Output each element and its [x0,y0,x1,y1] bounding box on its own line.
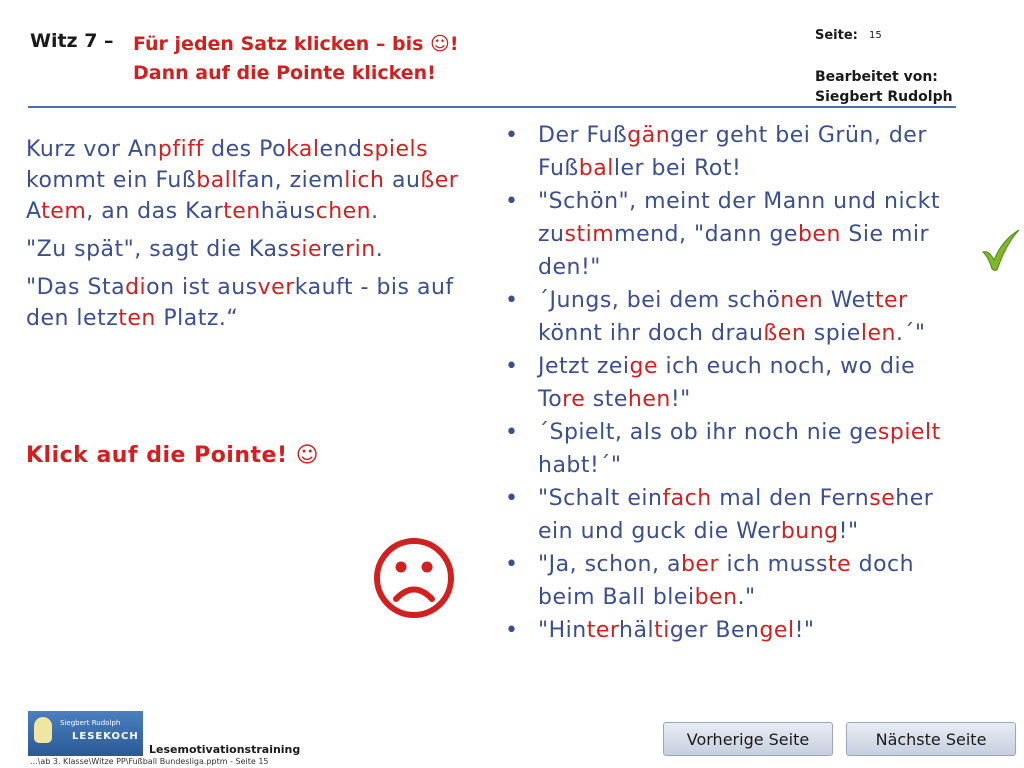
text-segment: ´Jungs, bei dem schö [538,288,781,313]
text-segment: spie [806,321,861,346]
punchline-option[interactable] [505,284,965,350]
highlighted-syllable: len [860,321,896,346]
text-segment: kommt ein Fuß [26,168,197,193]
punchline-option[interactable] [505,119,965,185]
text-segment: A [26,199,42,224]
text-segment: ger Ben [669,618,760,643]
highlighted-syllable: se [869,486,896,511]
instruction-text [133,30,459,88]
previous-page-button[interactable]: Vorherige Seite [663,722,833,756]
text-segment: , an das Kar [86,199,224,224]
text-segment: ich muss [719,552,828,577]
text-segment: Platz.“ [155,306,239,331]
highlighted-syllable: ßer [420,168,459,193]
highlighted-syllable: fach [662,486,712,511]
editor-label: Bearbeitet von: [815,69,938,85]
text-segment: Wet [823,288,875,313]
highlighted-syllable: tem [41,199,87,224]
slide-title: Witz 7 – [30,30,114,52]
footer-file-path: ...\ab 3. Klasse\Witze PP\Fußball Bundesliga.pptm - Seite 15 [30,757,269,766]
instruction-line-2: Dann auf die Pointe klicken! [133,62,436,84]
highlighted-syllable: ten [118,306,156,331]
highlighted-syllable: spielt [877,420,941,445]
text-segment: her ein und guck die Wer [538,486,934,544]
next-page-button[interactable]: Nächste Seite [846,722,1016,756]
text-segment: ´Spielt, als ob ihr noch nie ge [538,420,878,445]
text-segment: . [375,237,384,262]
text-segment: "Hin [538,618,587,643]
text-segment: könnt ihr doch drau [538,321,764,346]
highlighted-syllable: ter [874,288,908,313]
highlighted-syllable: ber [680,552,719,577]
highlighted-syllable: te [827,552,852,577]
punchline-option[interactable] [505,416,965,482]
text-segment: . [371,199,379,224]
text-segment: häl [619,618,655,643]
logo-brand: LESEKOCH [72,731,139,742]
check-mark-icon [980,228,1022,272]
joke-story [26,134,496,341]
highlighted-syllable: ti [654,618,670,643]
story-paragraph[interactable] [26,272,496,334]
punchline-prompt-link[interactable]: Klick auf die Pointe! ☺ [26,443,320,468]
highlighted-syllable: di [125,275,147,300]
text-segment: on ist aus [146,275,258,300]
highlighted-syllable: chen [315,199,372,224]
text-segment: ste [585,387,628,412]
text-segment: mal den Fern [711,486,870,511]
header-divider [28,106,956,108]
text-segment: !" [838,519,859,544]
punchline-option[interactable] [505,548,965,614]
punchline-option[interactable] [505,350,965,416]
highlighted-syllable: lich [344,168,385,193]
text-segment: ler bei Rot! [613,156,742,181]
page-number: 15 [869,30,882,41]
highlighted-syllable: gel [759,618,795,643]
highlighted-syllable: hen [627,387,671,412]
text-segment: Jetzt zei [538,354,630,379]
instruction-line-1: Für jeden Satz klicken – bis ☺! [133,33,459,55]
logo-author: Siegbert Rudolph [60,719,121,727]
highlighted-syllable: ben [694,585,738,610]
highlighted-syllable: bung [780,519,839,544]
highlighted-syllable: ten [223,199,261,224]
punchline-option[interactable] [505,482,965,548]
highlighted-syllable: ben [797,222,841,247]
highlighted-syllable: re [562,387,586,412]
text-segment: Kurz vor An [26,137,158,162]
story-paragraph[interactable] [26,134,496,227]
footer-brand: Lesemotivationstraining [149,743,301,756]
highlighted-syllable: ge [629,354,659,379]
text-segment: des Po [203,137,287,162]
highlighted-syllable: ßen [763,321,807,346]
highlighted-syllable: rin [345,237,376,262]
highlighted-syllable: ball [196,168,238,193]
light-bulb-icon [34,717,52,743]
text-segment: "Ja, schon, a [538,552,681,577]
text-segment: Sie mir den!" [538,222,930,280]
text-segment: "Schön", meint der Mann und nickt zu [538,189,941,247]
text-segment: !" [794,618,815,643]
editor-info [815,67,953,107]
text-segment: end [319,137,363,162]
highlighted-syllable: spiels [362,137,429,162]
text-segment: au [384,168,421,193]
text-segment: ger geht bei Grün, der Fuß [538,123,927,181]
text-segment: habt!´" [538,453,622,478]
text-segment: mend, "dann ge [614,222,798,247]
text-segment: re [322,237,346,262]
text-segment: "Schalt ein [538,486,663,511]
text-segment: .´" [895,321,926,346]
highlighted-syllable: ter [586,618,620,643]
page-label: Seite: [815,28,858,43]
text-segment: kauft - bis auf den letz [26,275,454,331]
highlighted-syllable: stim [564,222,615,247]
highlighted-syllable: nen [780,288,824,313]
highlighted-syllable: bal [578,156,614,181]
editor-name: Siegbert Rudolph [815,89,953,105]
punchline-option[interactable] [505,614,965,647]
text-segment: "Das Sta [26,275,126,300]
text-segment: häus [260,199,316,224]
text-segment: "Zu spät", sagt die Kas [26,237,290,262]
text-segment: ." [737,585,756,610]
text-segment: ich euch noch, wo die To [538,354,916,412]
highlighted-syllable: kal [286,137,320,162]
text-segment: !" [670,387,691,412]
lesekoch-logo [28,711,143,756]
punchline-option[interactable] [505,185,965,284]
sad-face-icon[interactable] [372,536,456,620]
story-paragraph[interactable] [26,234,496,265]
highlighted-syllable: sie [289,237,322,262]
text-segment: Der Fuß [538,123,628,148]
text-segment: fan, ziem [237,168,345,193]
highlighted-syllable: gän [627,123,671,148]
highlighted-syllable: pfiff [157,137,204,162]
text-segment: doch beim Ball blei [538,552,915,610]
punchline-options-list [505,119,965,647]
highlighted-syllable: ver [257,275,295,300]
